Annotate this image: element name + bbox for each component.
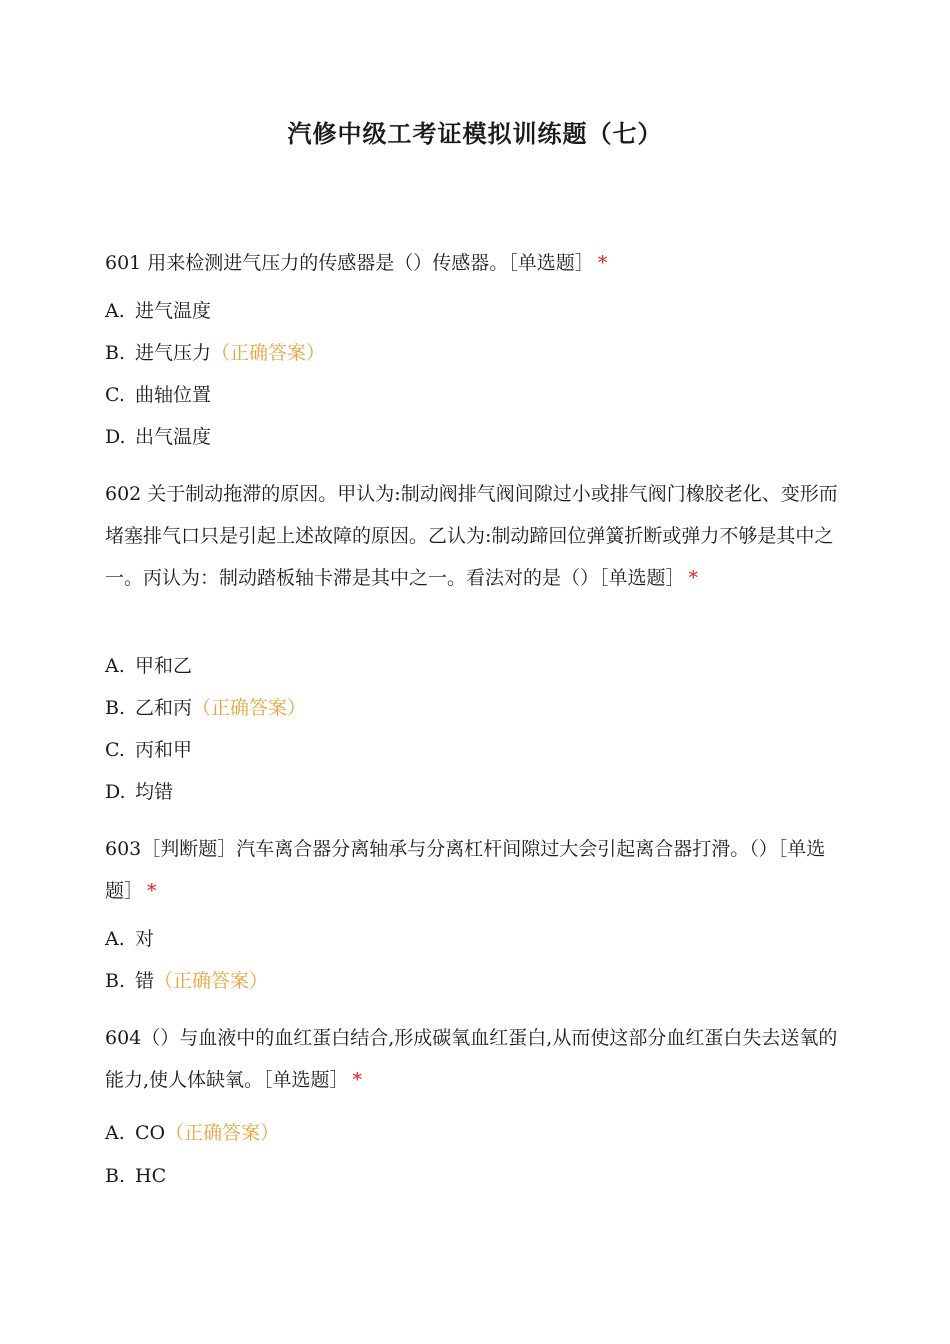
option-text: 进气压力 [135, 342, 212, 364]
correct-answer-label: （正确答案） [154, 970, 269, 992]
option-text: 甲和乙 [135, 655, 193, 677]
required-mark: * [147, 880, 157, 902]
option-letter: A. [105, 928, 125, 950]
required-mark: * [352, 1069, 363, 1091]
option-text: 进气温度 [135, 300, 212, 322]
option-b[interactable] [105, 693, 306, 723]
option-c[interactable] [105, 735, 192, 765]
question-601 [105, 242, 840, 284]
option-letter: C. [105, 384, 125, 406]
required-mark: * [688, 567, 699, 589]
required-mark: * [597, 252, 608, 274]
option-text: 均错 [135, 781, 174, 803]
option-text: HC [135, 1165, 167, 1187]
option-a[interactable] [105, 924, 154, 954]
option-text: 曲轴位置 [135, 384, 212, 406]
option-b[interactable] [105, 1161, 166, 1191]
option-a[interactable] [105, 651, 192, 681]
option-letter: A. [105, 1122, 125, 1144]
option-letter: C. [105, 739, 125, 761]
option-letter: D. [105, 781, 126, 803]
question-604 [105, 1017, 840, 1101]
option-a[interactable] [105, 296, 211, 326]
option-text: 乙和丙 [135, 697, 193, 719]
correct-answer-label: （正确答案） [165, 1122, 280, 1144]
question-602 [105, 473, 840, 599]
option-letter: A. [105, 655, 125, 677]
option-letter: B. [105, 697, 126, 719]
option-b[interactable] [105, 966, 268, 996]
option-text: CO [135, 1122, 166, 1144]
question-text: 601 用来检测进气压力的传感器是（）传感器。［单选题］ [105, 252, 594, 274]
option-a[interactable] [105, 1118, 279, 1148]
option-text: 出气温度 [135, 426, 212, 448]
option-letter: B. [105, 970, 126, 992]
question-text: 604（）与血液中的血红蛋白结合,形成碳氧血红蛋白,从而使这部分血红蛋白失去送氧的能力,使人体缺氧。［单选题］ [105, 1027, 838, 1091]
page-title: 汽修中级工考证模拟训练题（七） [287, 120, 663, 148]
option-c[interactable] [105, 380, 211, 410]
option-letter: A. [105, 300, 125, 322]
option-letter: B. [105, 1165, 126, 1187]
option-text: 对 [135, 928, 155, 950]
option-d[interactable] [105, 422, 211, 452]
correct-answer-label: （正确答案） [192, 697, 307, 719]
option-letter: B. [105, 342, 126, 364]
option-b[interactable] [105, 338, 325, 368]
option-text: 丙和甲 [135, 739, 193, 761]
question-text: 602 关于制动拖滞的原因。甲认为:制动阀排气阀间隙过小或排气阀门橡胶老化、变形而堵塞排气口只是引起上述故障的原因。乙认为:制动蹄回位弹簧折断或弹力不够是其中之一。丙认为：制动踏板轴卡滞是其中之一。看法对的是（）［单选题］ [105, 483, 838, 589]
question-603 [105, 828, 840, 912]
correct-answer-label: （正确答案） [211, 342, 326, 364]
option-d[interactable] [105, 777, 173, 807]
question-text: 603［判断题］汽车离合器分离轴承与分离杠杆间隙过大会引起离合器打滑。（）［单选题］ [105, 838, 826, 902]
option-letter: D. [105, 426, 126, 448]
option-text: 错 [135, 970, 155, 992]
